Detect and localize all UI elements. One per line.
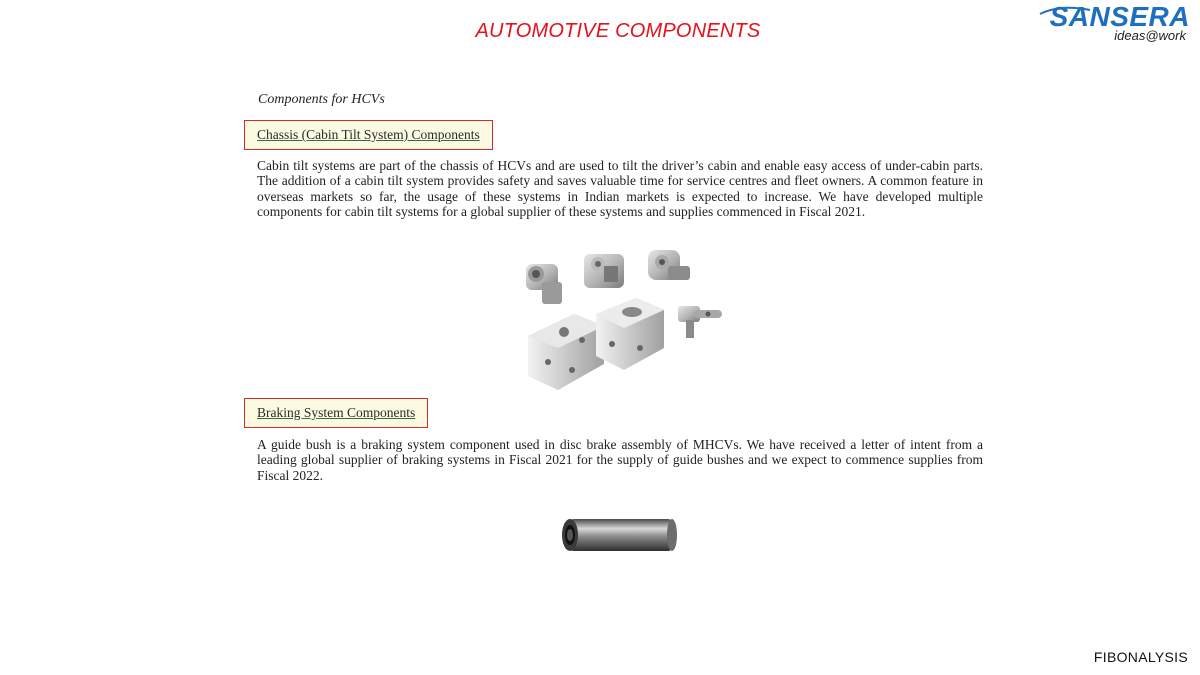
heading-chassis-components: Chassis (Cabin Tilt System) Components — [244, 120, 493, 150]
guide-bush-image — [556, 507, 680, 563]
manifold-block-icon — [596, 298, 664, 370]
valve-block-icon — [528, 314, 604, 390]
bracket-part-icon — [526, 264, 562, 304]
braking-description: A guide bush is a braking system component used in disc brake assembly of MHCVs. We have received a letter of intent from a leading global supplier of braking systems in Fiscal 2021 for the supply of guide bushes and we expect to commence supplies from Fiscal 2022. — [257, 437, 983, 483]
heading-braking-components: Braking System Components — [244, 398, 428, 428]
pin-part-icon — [678, 306, 722, 338]
logo-tagline: ideas@work — [1114, 28, 1186, 43]
chassis-description: Cabin tilt systems are part of the chassis of HCVs and are used to tilt the driver’s cabin and enable easy access of under-cabin parts. The addition of a cabin tilt system provides safety and saves valuable time for service centres and fleet owners. A common feature in overseas markets so far, the usage of these systems in Indian markets is expected to increase. We have developed multiple components for cabin tilt systems for a global supplier of these systems and supplies commenced in Fiscal 2021. — [257, 158, 983, 220]
connector-part-icon — [584, 254, 624, 288]
sansera-logo — [1020, 1, 1190, 46]
footer-brand: FIBONALYSIS — [1093, 649, 1188, 665]
section-subtitle: Components for HCVs — [258, 92, 385, 107]
slide-title: AUTOMOTIVE COMPONENTS — [475, 20, 761, 42]
cabin-tilt-parts-image — [512, 244, 732, 402]
logo-brand: SANSERA — [1049, 1, 1190, 32]
clevis-part-icon — [648, 250, 690, 280]
